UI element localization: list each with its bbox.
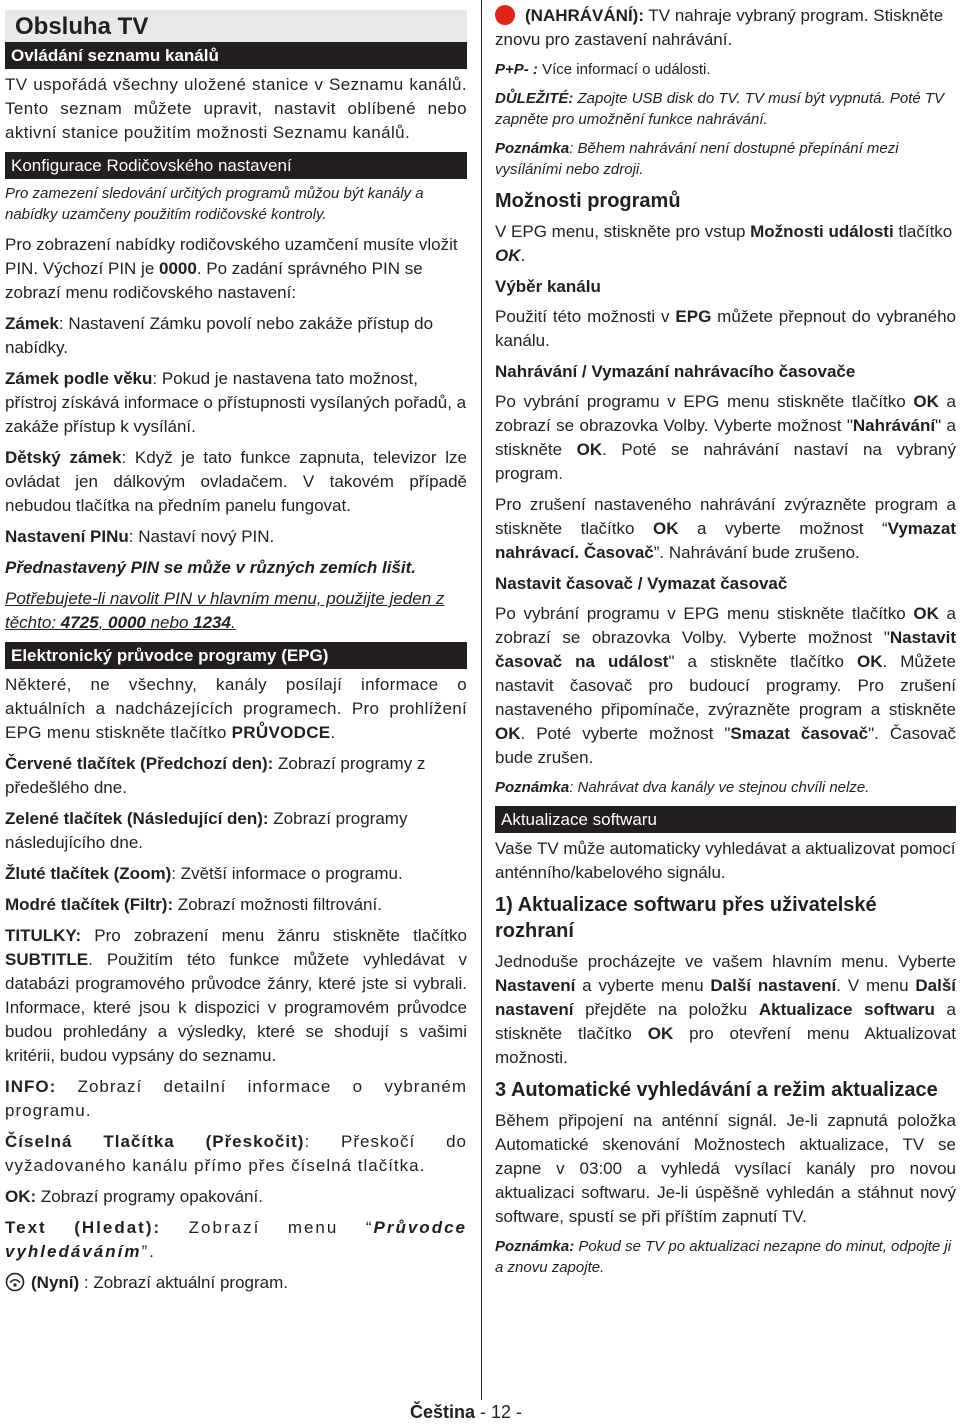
note-recording-switch: Poznámka: Během nahrávání není dostupné přepínání mezi vysíláními nebo zdroji.	[495, 140, 899, 178]
pp-item: P+P- : Více informací o události.	[495, 61, 711, 78]
record-timer-text: Po vybrání programu v EPG menu stiskněte tlačítko OK a zobrazí se obrazovka Volby. Vyberte možnost "Nahrávání" a stiskněte OK. Poté se nahrávání nastaví na vybraný program.	[495, 392, 957, 483]
child-lock-item: Dětský zámek: Když je tato funkce zapnuta, televizor lze ovládat jen dálkovým ovladačem. V takovém případě nebudou tlačítka na předním panelu fungovat.	[5, 448, 467, 515]
sw-update-ui-text: Jednoduše procházejte ve vašem hlavním menu. Vyberte Nastavení a vyberte menu Další nastavení. V menu Další nastavení přejděte na položku Aktualizace softwaru a stiskněte tlačítko OK pro otevření menu Aktualizovat možnosti.	[495, 952, 957, 1067]
important-note: DŮLEŽITÉ: Zapojte USB disk do TV. TV musí být vypnutá. Poté TV zapněte pro umožnění funkce nahrávání.	[495, 90, 945, 128]
ok-item: OK: Zobrazí programy opakování.	[5, 1187, 263, 1206]
yellow-button-item: Žluté tlačítek (Zoom): Zvětší informace o programu.	[5, 864, 403, 883]
heading-program-options: Možnosti programů	[495, 190, 681, 212]
column-divider	[481, 0, 482, 1400]
auto-scan-text: Během připojení na anténní signál. Je-li zapnutá položka Automatické skenování Možnostech aktualizace, TV se zapne v 03:00 a vyhledá vysílací kanály pro novou aktualizaci softwaru. Je-li úspěšně vyhledán a stáhnut nový software, spustí se při příštím zapnutí TV.	[495, 1111, 956, 1226]
age-lock-item: Zámek podle věku: Pokud je nastavena tato možnost, přístroj získává informace o přístupnosti vysílaných pořadů, a zakáže přístup k vysílání.	[5, 369, 467, 436]
channel-select-text: Použití této možnosti v EPG můžete přepnout do vybraného kanálu.	[495, 307, 956, 350]
parental-intro: Pro zamezení sledování určitých programů můžou být kanály a nabídky uzamčeny použitím rodičovské kontroly.	[5, 185, 424, 223]
master-pin-note: Potřebujete-li navolit PIN v hlavním menu, použijte jeden z těchto: 4725, 0000 nebo 1234.	[5, 589, 445, 632]
heading-record-timer: Nahrávání / Vymazání nahrávacího časovače	[495, 362, 856, 381]
note-power-cycle: Poznámka: Pokud se TV po aktualizaci nezapne do minut, odpojte ji a znovu zapojte.	[495, 1238, 952, 1276]
green-button-item: Zelené tlačítek (Následující den): Zobrazí programy následujícího dne.	[5, 809, 408, 852]
right-column	[495, 0, 956, 1286]
section-bar-channel-list: Ovládání seznamu kanálů	[5, 42, 467, 69]
section-bar-epg: Elektronický průvodce programy (EPG)	[5, 642, 467, 669]
heading-auto-scan: 3 Automatické vyhledávání a režim aktualizace	[495, 1079, 938, 1101]
left-column	[5, 0, 467, 1302]
footer-language: Čeština	[410, 1402, 476, 1422]
software-update-text: Vaše TV může automaticky vyhledávat a aktualizovat pomocí anténního/kabelového signálu.	[495, 839, 956, 882]
channel-list-text: TV uspořádá všechny uložené stanice v Seznamu kanálů. Tento seznam můžete upravit, nastavit oblíbené nebo aktivní stanice použitím možnosti Seznamu kanálů.	[5, 75, 467, 142]
heading-sw-update-ui: 1) Aktualizace softwaru přes uživatelské rozhraní	[495, 894, 877, 942]
section-bar-software-update: Aktualizace softwaru	[495, 806, 956, 833]
timer-text: Po vybrání programu v EPG menu stiskněte tlačítko OK a zobrazí se obrazovka Volby. Vyberte možnost "Nastavit časovač na událost" a stiskněte tlačítko OK. Můžete nastavit časovač pro budoucí programy. Pro zrušení nastaveného připomínače, zvýrazněte program a stiskněte OK. Poté vyberte možnost "Smazat časovač". Časovač bude zrušen.	[495, 604, 956, 767]
red-button-item: Červené tlačítek (Předchozí den): Zobrazí programy z předešlého dne.	[5, 754, 426, 797]
preset-pin-note: Přednastavený PIN se může v různých zemích lišit.	[5, 558, 416, 577]
section-bar-parental: Konfigurace Rodičovského nastavení	[5, 152, 467, 179]
subtitle-item: TITULKY: Pro zobrazení menu žánru stiskněte tlačítko SUBTITLE. Použitím této funkce můžete vyhledávat v databázi programového průvodce žánry, které jste si vybrali. Informace, které jsou k dispozici v programovém průvodce budou prohledány a výsledky, které se shodují s vašimi kritérii, budou vypsány do seznamu.	[5, 926, 467, 1065]
page-number: - 12 -	[475, 1402, 523, 1422]
note-two-channels: Poznámka: Nahrávat dva kanály ve stejnou chvíli nelze.	[495, 779, 870, 796]
page-footer	[410, 1402, 522, 1423]
lock-item: Zámek: Nastavení Zámku povolí nebo zakáže přístup do nabídky.	[5, 314, 434, 357]
heading-channel-select: Výběr kanálu	[495, 277, 601, 296]
record-button-icon	[495, 5, 515, 25]
set-pin-item: Nastavení PINu: Nastaví nový PIN.	[5, 527, 275, 546]
record-item: (NAHRÁVÁNÍ): TV nahraje vybraný program. Stiskněte znovu pro zastavení nahrávání.	[495, 6, 944, 49]
heading-timer: Nastavit časovač / Vymazat časovač	[495, 574, 788, 593]
program-options-text: V EPG menu, stiskněte pro vstup Možnosti události tlačítko OK.	[495, 222, 953, 265]
blue-button-item: Modré tlačítek (Filtr): Zobrazí možnosti filtrování.	[5, 895, 382, 914]
info-item: INFO: Zobrazí detailní informace o vybraném programu.	[5, 1077, 467, 1120]
cancel-recording-text: Pro zrušení nastaveného nahrávání zvýrazněte program a stiskněte tlačítko OK a vyberte možnost “Vymazat nahrávací. Časovač”. Nahrávání bude zrušeno.	[495, 495, 956, 562]
epg-intro: Některé, ne všechny, kanály posílají informace o aktuálních a nadcházejících programech. Pro prohlížení EPG menu stiskněte tlačítko PRŮVODCE.	[5, 675, 467, 742]
now-button-icon	[5, 1272, 25, 1292]
page-title: Obsluha TV	[5, 10, 467, 42]
now-item: (Nyní) : Zobrazí aktuální program.	[5, 1271, 467, 1295]
numeric-buttons-item: Číselná Tlačítka (Přeskočit): Přeskočí do vyžadovaného kanálu přímo přes číselná tlačítka.	[5, 1132, 467, 1175]
pin-info: Pro zobrazení nabídky rodičovského uzamčení musíte vložit PIN. Výchozí PIN je 0000. Po zadání správného PIN se zobrazí menu rodičovského nastavení:	[5, 235, 458, 302]
text-search-item: Text (Hledat): Zobrazí menu “Průvodce vyhledáváním”.	[5, 1218, 467, 1261]
